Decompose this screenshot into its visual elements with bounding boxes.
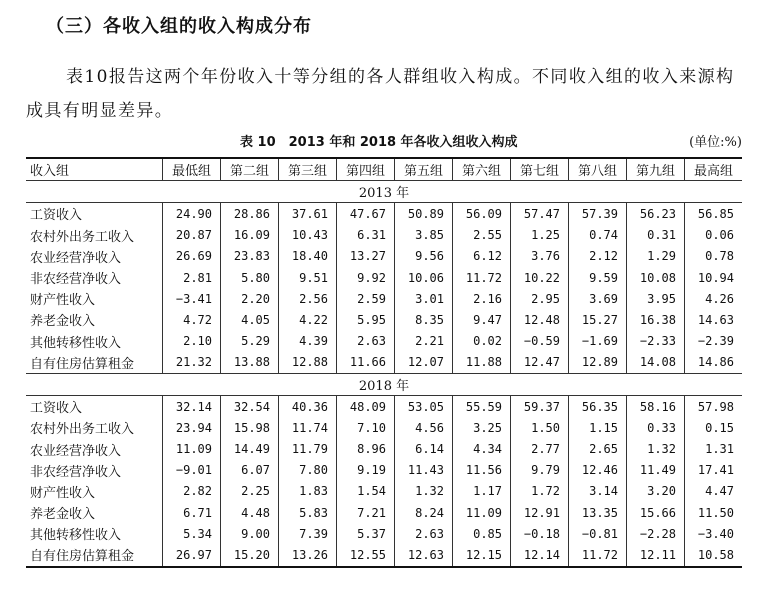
year-row — [26, 373, 742, 395]
cell-value: 59.37 — [511, 396, 569, 418]
cell-value: −2.33 — [627, 331, 685, 352]
cell-value: 3.20 — [627, 481, 685, 502]
cell-value: 6.14 — [395, 438, 453, 459]
cell-value: −2.28 — [627, 523, 685, 544]
cell-value: 12.07 — [395, 352, 453, 374]
cell-value: 12.15 — [453, 544, 511, 566]
row-label: 养老金收入 — [30, 314, 96, 330]
table-row — [26, 544, 742, 566]
cell-value: 11.43 — [395, 460, 453, 481]
table-row — [26, 396, 742, 418]
cell-value: 0.85 — [453, 523, 511, 544]
cell-value: 21.32 — [163, 352, 221, 374]
row-label: 财产性收入 — [30, 485, 96, 501]
cell-value: 0.06 — [685, 225, 743, 246]
cell-value: 7.10 — [337, 417, 395, 438]
cell-value: 9.19 — [337, 460, 395, 481]
cell-value: 40.36 — [279, 396, 337, 418]
cell-value: 2.95 — [511, 288, 569, 309]
column-header: 第五组 — [395, 158, 453, 181]
cell-value: 13.27 — [337, 246, 395, 267]
cell-value: 50.89 — [395, 203, 453, 225]
table-row — [26, 438, 742, 459]
cell-value: 5.83 — [279, 502, 337, 523]
cell-value: 11.74 — [279, 417, 337, 438]
cell-value: 2.10 — [163, 331, 221, 352]
row-label: 农业经营净收入 — [30, 443, 122, 459]
cell-value: 9.00 — [221, 523, 279, 544]
row-label: 工资收入 — [30, 401, 83, 417]
cell-value: 11.56 — [453, 460, 511, 481]
cell-value: 11.72 — [569, 544, 627, 566]
cell-value: 8.35 — [395, 309, 453, 330]
cell-value: 5.34 — [163, 523, 221, 544]
cell-value: 18.40 — [279, 246, 337, 267]
year-label: 2018 年 — [26, 373, 742, 395]
cell-value: 28.86 — [221, 203, 279, 225]
cell-value: 1.83 — [279, 481, 337, 502]
cell-value: −3.40 — [685, 523, 743, 544]
cell-value: 55.59 — [453, 396, 511, 418]
column-header: 第七组 — [511, 158, 569, 181]
cell-value: 7.39 — [279, 523, 337, 544]
cell-value: 24.90 — [163, 203, 221, 225]
cell-value: −0.18 — [511, 523, 569, 544]
cell-value: 9.56 — [395, 246, 453, 267]
cell-value: 32.54 — [221, 396, 279, 418]
cell-value: 11.88 — [453, 352, 511, 374]
cell-value: −3.41 — [163, 288, 221, 309]
row-label: 自有住房估算租金 — [26, 544, 163, 566]
cell-value: 0.33 — [627, 417, 685, 438]
cell-value: 16.38 — [627, 309, 685, 330]
cell-value: 4.26 — [685, 288, 743, 309]
cell-value: 2.12 — [569, 246, 627, 267]
cell-value: 9.79 — [511, 460, 569, 481]
cell-value: 23.94 — [163, 417, 221, 438]
table-row — [26, 481, 742, 502]
cell-value: 37.61 — [279, 203, 337, 225]
cell-value: 12.89 — [569, 352, 627, 374]
cell-value: 57.39 — [569, 203, 627, 225]
table-row — [26, 267, 742, 288]
cell-value: 15.66 — [627, 502, 685, 523]
cell-value: 10.43 — [279, 225, 337, 246]
cell-value: 2.20 — [221, 288, 279, 309]
cell-value: 8.96 — [337, 438, 395, 459]
cell-value: 4.39 — [279, 331, 337, 352]
year-label: 2013 年 — [26, 181, 742, 203]
cell-value: 56.09 — [453, 203, 511, 225]
cell-value: 1.32 — [627, 438, 685, 459]
cell-value: 13.88 — [221, 352, 279, 374]
cell-value: 3.76 — [511, 246, 569, 267]
cell-value: 6.12 — [453, 246, 511, 267]
cell-value: −2.39 — [685, 331, 743, 352]
cell-value: 11.09 — [453, 502, 511, 523]
cell-value: 12.48 — [511, 309, 569, 330]
body-paragraph: 表10报告这两个年份收入十等分组的各人群组收入构成。不同收入组的收入来源构成具有明显差异。 — [26, 67, 735, 121]
cell-value: 1.54 — [337, 481, 395, 502]
row-label: 农村外出务工收入 — [30, 422, 135, 438]
cell-value: 15.27 — [569, 309, 627, 330]
income-composition-table — [26, 157, 742, 568]
cell-value: 9.59 — [569, 267, 627, 288]
cell-value: 3.69 — [569, 288, 627, 309]
table-unit: (单位:%) — [689, 135, 742, 150]
cell-value: 2.21 — [395, 331, 453, 352]
column-header: 最低组 — [163, 158, 221, 181]
table-row — [26, 352, 742, 374]
column-header: 最高组 — [685, 158, 743, 181]
cell-value: 4.72 — [163, 309, 221, 330]
cell-value: 9.51 — [279, 267, 337, 288]
cell-value: 48.09 — [337, 396, 395, 418]
cell-value: 3.85 — [395, 225, 453, 246]
table-row — [26, 203, 742, 225]
table-row — [26, 309, 742, 330]
cell-value: 10.08 — [627, 267, 685, 288]
cell-value: 2.59 — [337, 288, 395, 309]
cell-value: 13.35 — [569, 502, 627, 523]
cell-value: 4.34 — [453, 438, 511, 459]
cell-value: 12.47 — [511, 352, 569, 374]
cell-value: 2.16 — [453, 288, 511, 309]
cell-value: 57.47 — [511, 203, 569, 225]
cell-value: 15.98 — [221, 417, 279, 438]
column-header: 第六组 — [453, 158, 511, 181]
cell-value: 23.83 — [221, 246, 279, 267]
cell-value: 10.58 — [685, 544, 743, 566]
cell-value: 8.24 — [395, 502, 453, 523]
cell-value: 12.14 — [511, 544, 569, 566]
cell-value: 4.48 — [221, 502, 279, 523]
cell-value: 57.98 — [685, 396, 743, 418]
cell-value: 13.26 — [279, 544, 337, 566]
cell-value: 56.85 — [685, 203, 743, 225]
row-label: 农业经营净收入 — [30, 250, 122, 266]
cell-value: 12.91 — [511, 502, 569, 523]
column-header: 第四组 — [337, 158, 395, 181]
cell-value: 20.87 — [163, 225, 221, 246]
cell-value: 4.22 — [279, 309, 337, 330]
column-header: 第二组 — [221, 158, 279, 181]
cell-value: 3.01 — [395, 288, 453, 309]
column-header: 第八组 — [569, 158, 627, 181]
cell-value: 10.22 — [511, 267, 569, 288]
cell-value: 15.20 — [221, 544, 279, 566]
cell-value: −0.59 — [511, 331, 569, 352]
cell-value: 10.06 — [395, 267, 453, 288]
cell-value: 47.67 — [337, 203, 395, 225]
cell-value: 1.29 — [627, 246, 685, 267]
row-label: 自有住房估算租金 — [30, 356, 135, 372]
cell-value: 5.95 — [337, 309, 395, 330]
cell-value: 2.65 — [569, 438, 627, 459]
cell-value: 53.05 — [395, 396, 453, 418]
cell-value: 2.25 — [221, 481, 279, 502]
cell-value: 14.49 — [221, 438, 279, 459]
cell-value: 11.66 — [337, 352, 395, 374]
cell-value: 1.25 — [511, 225, 569, 246]
table-caption — [26, 131, 742, 153]
cell-value: 5.37 — [337, 523, 395, 544]
cell-value: 1.15 — [569, 417, 627, 438]
table-row — [26, 288, 742, 309]
cell-value: 58.16 — [627, 396, 685, 418]
cell-value: 3.95 — [627, 288, 685, 309]
cell-value: 11.09 — [163, 438, 221, 459]
cell-value: 56.35 — [569, 396, 627, 418]
cell-value: 4.56 — [395, 417, 453, 438]
cell-value: 4.05 — [221, 309, 279, 330]
cell-value: 56.23 — [627, 203, 685, 225]
cell-value: 2.81 — [163, 267, 221, 288]
cell-value: 6.07 — [221, 460, 279, 481]
cell-value: 3.14 — [569, 481, 627, 502]
cell-value: 17.41 — [685, 460, 743, 481]
cell-value: 5.80 — [221, 267, 279, 288]
cell-value: 12.63 — [395, 544, 453, 566]
section-heading: （三）各收入组的收入构成分布 — [46, 16, 312, 37]
cell-value: 16.09 — [221, 225, 279, 246]
cell-value: 12.55 — [337, 544, 395, 566]
cell-value: 14.63 — [685, 309, 743, 330]
cell-value: 0.02 — [453, 331, 511, 352]
cell-value: −1.69 — [569, 331, 627, 352]
cell-value: 6.31 — [337, 225, 395, 246]
cell-value: 5.29 — [221, 331, 279, 352]
cell-value: 2.63 — [337, 331, 395, 352]
cell-value: 0.74 — [569, 225, 627, 246]
cell-value: −0.81 — [569, 523, 627, 544]
table-row — [26, 246, 742, 267]
table-row — [26, 417, 742, 438]
cell-value: 11.72 — [453, 267, 511, 288]
cell-value: 11.50 — [685, 502, 743, 523]
table-header-row — [26, 158, 742, 181]
cell-value: 32.14 — [163, 396, 221, 418]
table-title: 表 10 2013 年和 2018 年各收入组收入构成 — [240, 135, 518, 150]
table-row — [26, 460, 742, 481]
cell-value: 7.21 — [337, 502, 395, 523]
year-row — [26, 181, 742, 203]
cell-value: 0.78 — [685, 246, 743, 267]
cell-value: 12.46 — [569, 460, 627, 481]
cell-value: 1.31 — [685, 438, 743, 459]
cell-value: 11.49 — [627, 460, 685, 481]
cell-value: 6.71 — [163, 502, 221, 523]
row-label: 养老金收入 — [30, 507, 96, 523]
cell-value: 9.47 — [453, 309, 511, 330]
cell-value: 7.80 — [279, 460, 337, 481]
cell-value: 2.82 — [163, 481, 221, 502]
cell-value: 26.97 — [163, 544, 221, 566]
table-row — [26, 523, 742, 544]
table-row — [26, 502, 742, 523]
cell-value: 4.47 — [685, 481, 743, 502]
cell-value: 1.17 — [453, 481, 511, 502]
cell-value: 3.25 — [453, 417, 511, 438]
cell-value: 26.69 — [163, 246, 221, 267]
cell-value: 2.56 — [279, 288, 337, 309]
cell-value: −9.01 — [163, 460, 221, 481]
row-label: 其他转移性收入 — [30, 335, 122, 351]
table-row — [26, 331, 742, 352]
row-label: 农村外出务工收入 — [30, 229, 135, 245]
column-header: 第九组 — [627, 158, 685, 181]
cell-value: 1.32 — [395, 481, 453, 502]
column-header-group: 收入组 — [26, 158, 163, 181]
cell-value: 2.63 — [395, 523, 453, 544]
cell-value: 14.86 — [685, 352, 743, 374]
cell-value: 12.11 — [627, 544, 685, 566]
column-header: 第三组 — [279, 158, 337, 181]
cell-value: 14.08 — [627, 352, 685, 374]
cell-value: 1.72 — [511, 481, 569, 502]
row-label: 非农经营净收入 — [30, 272, 122, 288]
cell-value: 10.94 — [685, 267, 743, 288]
row-label: 工资收入 — [30, 208, 83, 224]
cell-value: 1.50 — [511, 417, 569, 438]
row-label: 非农经营净收入 — [30, 464, 122, 480]
cell-value: 11.79 — [279, 438, 337, 459]
cell-value: 9.92 — [337, 267, 395, 288]
cell-value: 12.88 — [279, 352, 337, 374]
cell-value: 0.15 — [685, 417, 743, 438]
row-label: 财产性收入 — [30, 293, 96, 309]
cell-value: 2.55 — [453, 225, 511, 246]
table-row — [26, 225, 742, 246]
cell-value: 2.77 — [511, 438, 569, 459]
row-label: 其他转移性收入 — [30, 528, 122, 544]
cell-value: 0.31 — [627, 225, 685, 246]
